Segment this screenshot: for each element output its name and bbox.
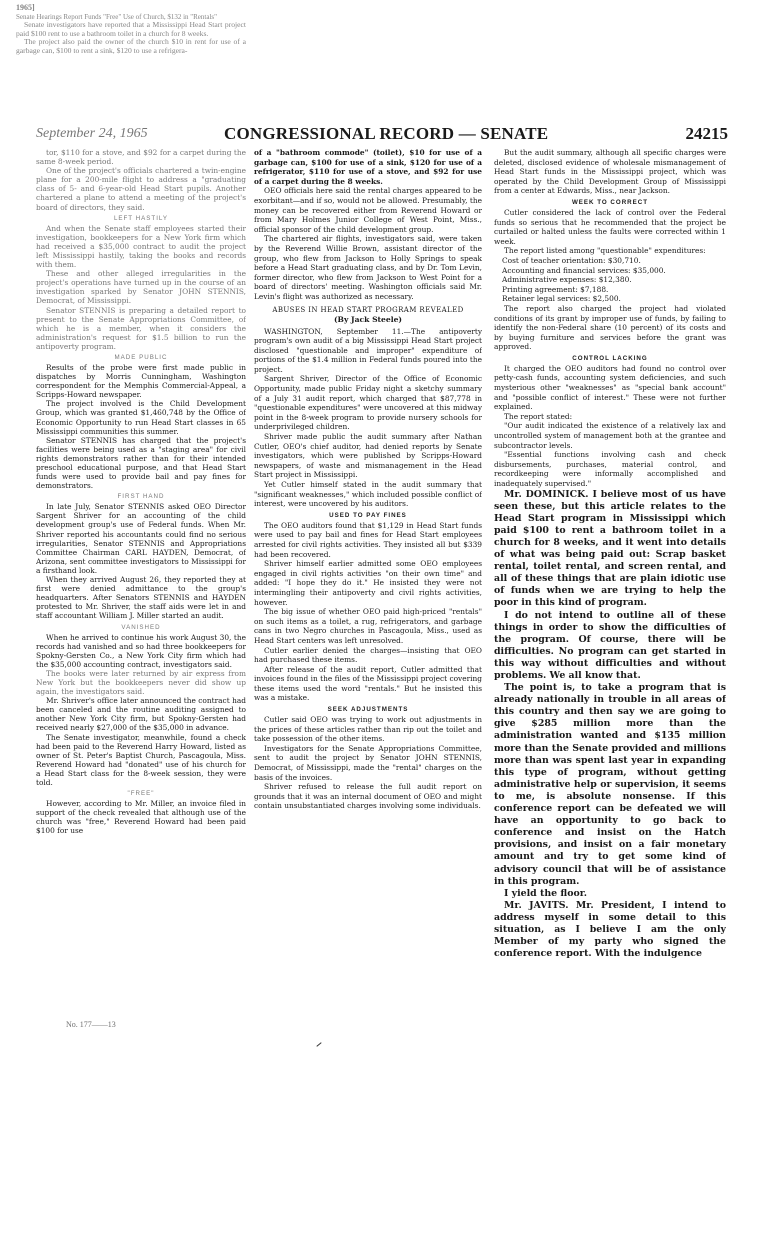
page-number: 24215 bbox=[685, 124, 728, 143]
paragraph: The Senate investigator, meanwhile, found a check had been paid to the Reverend Harry Howard, listed as owner of St. Peter's Baptist Church, Pascagoula, Miss. Reverend Howard had "donated" use of his church for a Head Start class for the 8-week session, they were told. bbox=[36, 732, 246, 787]
paragraph: OEO officials here said the rental charges appeared to be exorbitant—and if so, would not be allowed. Presumably, the money can be recovered either from Reverend Howard or from Mary Holmes Junior College of West Point, Miss., official sponsor of the child development group. bbox=[254, 186, 482, 234]
paragraph: Cutler earlier denied the charges—insisting that OEO had purchased these items. bbox=[254, 645, 482, 665]
list-item: Printing agreement: $7,188. bbox=[502, 284, 609, 294]
speech-paragraph: I do not intend to outline all of these things in order to show the difficulties of the program. Of course, there will be difficulties. No program can get started in this way without difficulties and without problems. We all know that. bbox=[494, 609, 726, 681]
paragraph: tor, $110 for a stove, and $92 for a carpet during the same 8-week period. bbox=[36, 148, 246, 167]
issue-number: No. 177——13 bbox=[66, 1020, 116, 1029]
carryover-paragraph: The project also paid the owner of the church $10 in rent for use of a garbage can, $100 to rent a sink, $120 to use a refrigera- bbox=[16, 37, 246, 55]
paragraph: Shriver refused to release the full audit report on grounds that it was an internal document of OEO and might contain unsubstantiated charges involving some individuals. bbox=[254, 782, 482, 811]
speech-paragraph: Mr. DOMINICK. I believe most of us have seen these, but this article relates to the Head Start program in Mississippi which paid $100 to rent a bathroom toilet in a church for 8 weeks, and it went into details of what was being paid out: Scrap basket rental, toilet rental, and screen rental, and all of these things that are plain idiotic use of funds when we are trying to help the poor in this kind of program. bbox=[494, 488, 726, 609]
paragraph: Sargent Shriver, Director of the Office of Economic Opportunity, made public Friday night a sketchy summary of a July 31 audit report, which charged that $87,778 in "questionable expenditures" were uncovered at this midway point in the 8-week program to provide nursery schools for underprivileged children. bbox=[254, 374, 482, 432]
expenditure-list bbox=[494, 256, 726, 304]
paragraph: One of the project's officials chartered a twin-engine plane for a 200-mile flight to address a "graduating class of 5- and 6-year-old Head Start pupils. Another chartered a plane to attend a meeting of the project's board of directors, they said. bbox=[36, 166, 246, 212]
subheading: "FREE" bbox=[127, 790, 155, 798]
paragraph: Senator STENNIS is preparing a detailed report to present to the Senate Appropriations Committee, of which he is a member, when it considers the administration's request for $1.5 billion to run the antipoverty program. bbox=[36, 305, 246, 351]
subheading: CONTROL LACKING bbox=[572, 354, 648, 362]
paragraph: And when the Senate staff employees started their investigation, bookkeepers for a New York firm which had received a $35,000 contract to audit the project left Mississippi hastily, taking the books and records with them. bbox=[36, 223, 246, 270]
paragraph: When he arrived to continue his work August 30, the records had vanished and so had three bookkeepers for Spokny-Gersten Co., a New York City firm which had the $35,000 accounting contract, investigators said. bbox=[36, 632, 246, 669]
header-date: September 24, 1965 bbox=[36, 126, 148, 141]
paragraph: The chartered air flights, investigators said, were taken by the Reverend Willie Brown, assistant director of the group, who flew from Jackson to Holly Springs to speak before a Head Start graduating class, and by Dr. Tom Levin, former director, who flew from Jackson to West Point for a board of directors' meeting. Washington officials said Mr. Levin's flight was authorized as necessary. bbox=[254, 234, 482, 301]
subheading: USED TO PAY FINES bbox=[329, 511, 407, 519]
paragraph: Cutler considered the lack of control over the Federal funds so serious that he recommended that the project be curtailed or halted unless the faults were corrected within 1 week. bbox=[494, 207, 726, 246]
paragraph: In late July, Senator STENNIS asked OEO Director Sargent Shriver for an accounting of the child development group's use of Federal funds. When Mr. Shriver reported his accountants could find no serious irregularities, Senator STENNIS and Appropriations Committee Chairman CARL HAYDEN, Democrat, of Arizona, sent committee investigators to Mississippi for a firsthand look. bbox=[36, 502, 246, 575]
subheading: LEFT HASTILY bbox=[113, 214, 169, 222]
paragraph: However, according to Mr. Miller, an invoice filed in support of the check revealed that although use of the church was "free," Reverend Howard had been paid $100 for use bbox=[36, 799, 246, 836]
subheading: FIRST HAND bbox=[117, 493, 165, 501]
paragraph: When they arrived August 26, they reported they at first were denied admittance to the group's headquarters. After Senators STENNIS and HAYDEN protested to Mr. Shriver, the staff aids were let in and staff accountant William J. Miller started an audit. bbox=[36, 575, 246, 621]
subheading: SEEK ADJUSTMENTS bbox=[327, 706, 409, 714]
subheading: MADE PUBLIC bbox=[114, 353, 168, 361]
subheading: WEEK TO CORRECT bbox=[571, 198, 649, 206]
publication-title: CONGRESSIONAL RECORD — SENATE bbox=[224, 124, 549, 143]
subheading: VANISHED bbox=[121, 623, 161, 631]
speech-paragraph: Mr. JAVITS. Mr. President, I intend to address myself in some detail to this situation, as I believe I am the only Member of my party who signed the conference report. With the indulgence bbox=[494, 899, 726, 958]
paragraph: Shriver himself earlier admitted some OEO employees engaged in civil rights activities "on their own time" and added: "I hope they do it." He insisted they were not intermingling their antipoverty and civil rights activities, however. bbox=[254, 559, 482, 607]
paragraph: WASHINGTON, September 11.—The antipoverty program's own audit of a big Mississippi Head Start project disclosed "questionable and improper" expenditure of portions of the $1.4 million in Federal funds poured into the project. bbox=[254, 326, 482, 374]
paragraph: Yet Cutler himself stated in the audit summary that "significant weaknesses," which included possible conflict of interest, were uncovered by his auditors. bbox=[254, 480, 482, 509]
stray-mark bbox=[316, 1042, 321, 1047]
column-middle bbox=[254, 148, 482, 968]
list-item: Retainer legal services: $2,500. bbox=[502, 294, 621, 304]
list-item: Accounting and financial services: $35,000. bbox=[502, 265, 666, 275]
column-left bbox=[36, 148, 246, 1008]
paragraph: Investigators for the Senate Appropriations Committee, sent to audit the project by Senator JOHN STENNIS, Democrat, of Mississippi, made the "rental" charges on the basis of the invoices. bbox=[254, 743, 482, 782]
paragraph: The OEO auditors found that $1,129 in Head Start funds were used to pay bail and fines for Head Start employees arrested for civil rights activities. They insisted all but $339 had been recovered. bbox=[254, 520, 482, 559]
speech-paragraph: I yield the floor. bbox=[504, 887, 588, 899]
paragraph: of a "bathroom commode" (toilet), $10 for use of a garbage can, $100 for use of a sink, $120 for use of a refrigerator, $110 for use of a stove, and $92 for use of a carpet during the 8 weeks. bbox=[254, 148, 482, 186]
speech-paragraph: The point is, to take a program that is already nationally in trouble in all areas of this country and then say we are going to give $285 million more than the administration wanted and $135 million more than the Senate provided and millions more than was spent last year in expanding this type of program, without getting administrative help or supervision, it seems to me, is absolute nonsense. If this conference report can be defeated we will have an opportunity to go back to conference and insist on the Hatch provisions, and insist on a fair monetary amount and try to get some kind of advisory council that will be of assistance in this program. bbox=[494, 682, 726, 887]
paragraph: The project involved is the Child Development Group, which was granted $1,460,748 by the Office of Economic Opportunity to run Head Start classes in 65 Mississippi communities this summer. bbox=[36, 399, 246, 436]
carryover-paragraph: Senate investigators have reported that a Mississippi Head Start project paid $100 rent to use a bathroom toilet in a church for 8 weeks. bbox=[16, 20, 246, 38]
paragraph: These and other alleged irregularities in the project's operations have turned up in the course of an investigation sparked by Senator JOHN STENNIS, Democrat, of Mississippi. bbox=[36, 269, 246, 306]
list-item: Administrative expenses: $12,380. bbox=[502, 275, 632, 285]
paragraph: The report listed among "questionable" expenditures: bbox=[504, 246, 706, 256]
paragraph: "Our audit indicated the existence of a relatively lax and uncontrolled system of management both at the grantee and subcontractor levels. bbox=[494, 421, 726, 450]
paragraph: Mr. Shriver's office later announced the contract had been canceled and the routine auditing assigned to another New York City firm, but Spokny-Gersten had received nearly $27,000 of the $35,000 in advance. bbox=[36, 696, 246, 733]
carryover-fragment bbox=[16, 4, 246, 56]
paragraph: Cutler said OEO was trying to work out adjustments in the prices of these articles rather than rip out the toilet and take possession of the other items. bbox=[254, 715, 482, 744]
paragraph: The books were later returned by air express from New York but the bookkeepers never did show up again, the investigators said. bbox=[36, 668, 246, 697]
paragraph: Senator STENNIS has charged that the project's facilities were being used as a "staging area" for civil rights demonstrators rather than for their intended preschool educational purpose, and that Head Start funds were used to provide bail and pay fines for demonstrators. bbox=[36, 435, 246, 491]
paragraph: It charged the OEO auditors had found no control over petty-cash funds, accounting system deficiencies, and such mysterious other "weaknesses" as "special bank account" and "possible conflict of interest." These were not further explained. bbox=[494, 363, 726, 412]
paragraph: Shriver made public the audit summary after Nathan Cutler, OEO's chief auditor, had denied reports by Senate investigators, which were published by Scripps-Howard newspapers, of waste and mismanagement in the Head Start project in Mississippi. bbox=[254, 432, 482, 480]
paragraph: Results of the probe were first made public in dispatches by Morris Cunningham, Washington correspondent for the Memphis Commercial-Appeal, a Scripps-Howard newspaper. bbox=[36, 362, 246, 400]
paragraph: The big issue of whether OEO paid high-priced "rentals" on such items as a toilet, a rug, refrigerators, and garbage cans in two Negro churches in Pascagoula, Miss., used as Head Start centers was left unresolved. bbox=[254, 607, 482, 645]
list-item: Cost of teacher orientation: $30,710. bbox=[502, 255, 641, 265]
page-header bbox=[36, 124, 728, 144]
paragraph: The report stated: bbox=[504, 411, 573, 421]
carryover-reference: Senate Hearings Report Funds "Free" Use of Church, $132 in "Rentals" bbox=[16, 12, 217, 21]
carryover-header: 1965] bbox=[16, 3, 35, 12]
paragraph: But the audit summary, although all specific charges were deleted, disclosed evidence of wholesale mismanagement of Head Start funds in the Mississippi project, which was operated by the Child Development Group of Mississippi from a center at Edwards, Miss., near Jackson. bbox=[494, 148, 726, 196]
inserted-article-title: ABUSES IN HEAD START PROGRAM REVEALED bbox=[272, 305, 464, 314]
paragraph: The report also charged the project had violated conditions of its grant by improper use of funds, by failing to identify the non-Federal share (10 percent) of its costs and by buying furniture and services before the grant was approved. bbox=[494, 303, 726, 352]
article-byline: (By Jack Steele) bbox=[333, 314, 403, 324]
column-right bbox=[494, 148, 726, 958]
paragraph: "Essential functions involving cash and check disbursements, purchases, material control, and recordkeeping were informally accomplished and inadequately supervised." bbox=[494, 450, 726, 488]
paragraph: After release of the audit report, Cutler admitted that invoices found in the files of the Mississippi project covering these items used the word "rentals." But he insisted this was a mistake. bbox=[254, 664, 482, 703]
